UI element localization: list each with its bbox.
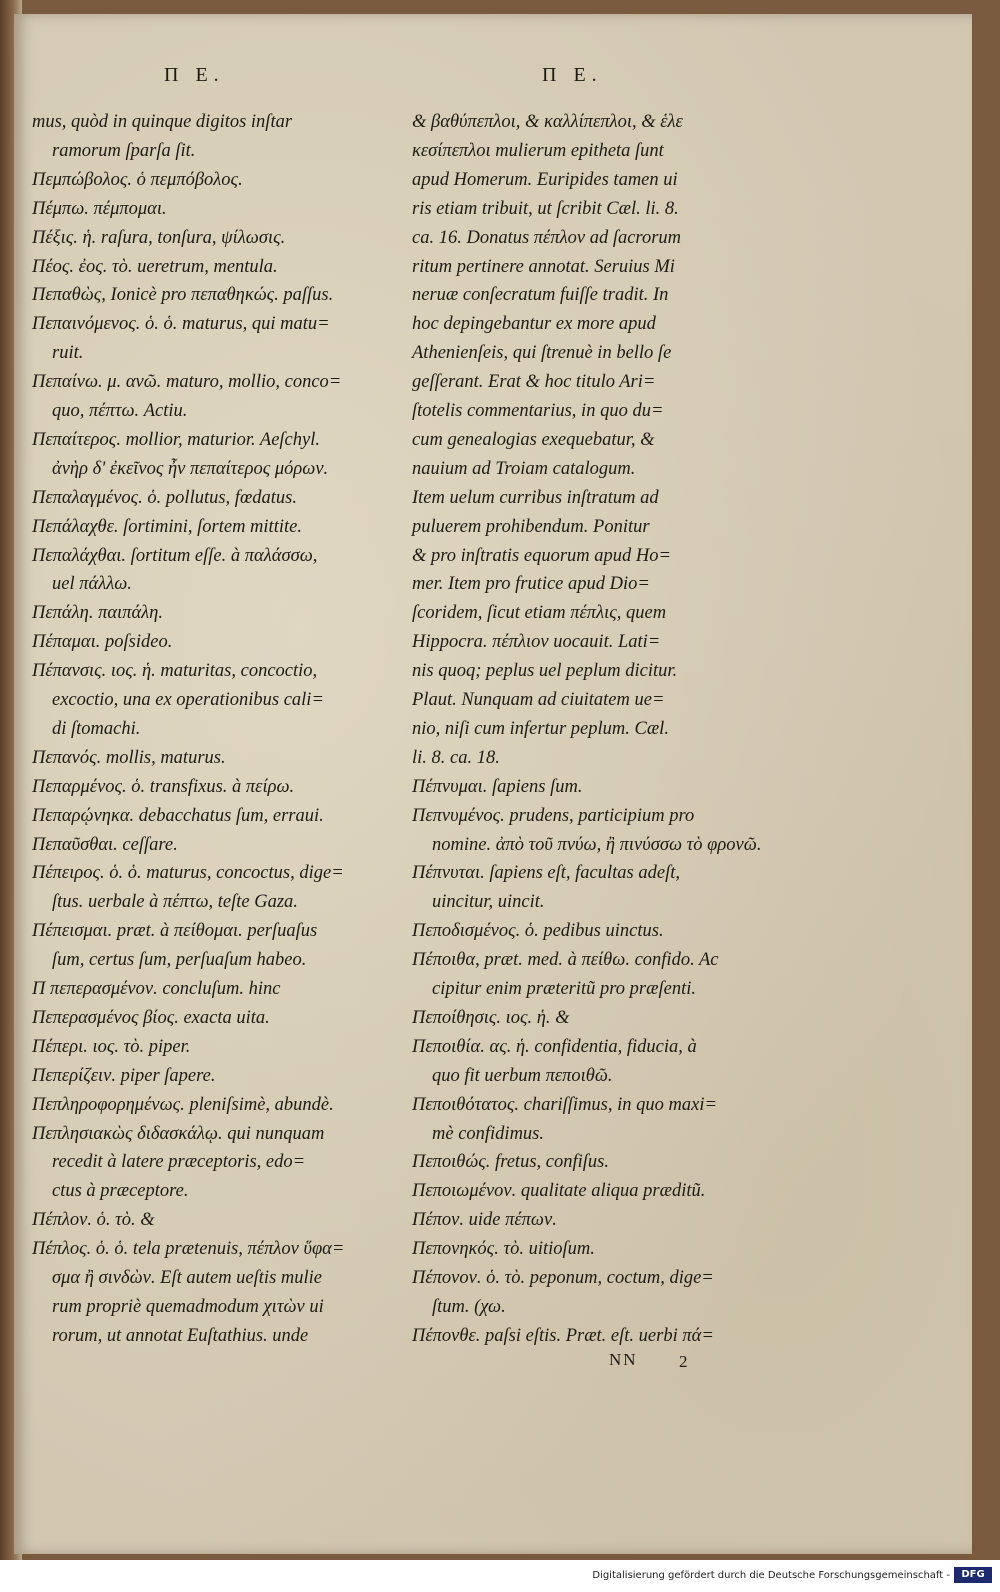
text-line: ſcoridem, ſicut etiam πέπλις, quem [412,603,667,624]
text-line: ruit. [52,343,84,364]
text-line: Πέπανσις. ιος. ἡ. maturitas, concoctio, [32,661,318,682]
text-line: Πεπαρμένος. ὁ. transfixus. à πείρω. [32,776,295,797]
text-line: ctus à præceptore. [52,1181,189,1202]
text-line: Πεπνυμένος. prudens, participium pro [412,805,695,826]
text-line: cum genealogias exequebatur, & [412,429,655,450]
text-line: Πέπον. uide πέπων. [412,1210,557,1231]
text-line: σμα ἢ σινδὼν. Eſt autem ueſtis mulie [52,1268,322,1288]
text-line: Πεπληροφορημένως. pleniſsimè, abundè. [32,1094,334,1115]
text-line: ἀνὴρ δ' ἐκεῖνος ἦν πεπαίτερος μόρων. [52,458,329,479]
text-line: Πεπαίνω. μ. ανῶ. maturo, mollio, conco= [32,372,342,393]
text-line: Πέπνυται. ſapiens eſt, facultas adeſt, [412,863,680,884]
text-line: Πεπαινόμενος. ὁ. ὁ. maturus, qui matu= [32,314,330,335]
text-line: Πεπερίζειν. piper ſapere. [32,1065,216,1086]
book-page [14,14,972,1554]
text-line: Πεπαῦσθαι. ceſſare. [32,834,178,855]
text-line: nauium ad Troiam catalogum. [412,458,636,479]
text-line: Πεποδισμένος. ὁ. pedibus uinctus. [412,921,664,942]
text-line: Πέπνυμαι. ſapiens ſum. [412,776,583,797]
text-line: uel πάλλω. [52,574,132,595]
text-line: uincitur, uincit. [432,892,545,913]
text-line: Πεμπώβολος. ὁ πεμπόβολος. [32,169,243,190]
text-line: cipitur enim præteritũ pro præſenti. [432,979,696,999]
text-line: Item uelum curribus inſtratum ad [412,487,659,508]
text-line: di ſtomachi. [52,718,141,739]
text-line: Πεποιθία. ας. ἡ. confidentia, fiducia, à [412,1036,697,1057]
text-line: Πεπονηκός. τὸ. uitioſum. [412,1239,595,1260]
text-line: Πεπαλαγμένος. ὁ. pollutus, fœdatus. [32,487,297,508]
text-line: Πέπαμαι. poſsideo. [32,632,173,653]
text-line: Πεπερασμένος βίος. exacta uita. [32,1007,270,1028]
text-line: & pro inſtratis equorum apud Ho= [412,545,671,566]
text-line: Πέποιθα, præt. med. à πείθω. confido. Ac [412,950,719,971]
text-line: Πέπειρος. ὁ. ὁ. maturus, concoctus, dige= [32,863,344,884]
dfg-logo: DFG [954,1567,992,1583]
text-line: ſtotelis commentarius, in quo du= [412,401,664,421]
text-line: ris etiam tribuit, ut ſcribit Cæl. li. 8. [412,198,679,219]
text-line: apud Homerum. Euripides tamen ui [412,169,678,190]
text-line: Πεπλησιακὼς διδασκάλῳ. qui nunquam [32,1123,325,1144]
text-line: & βαθύπεπλοι, & καλλίπεπλοι, & ἑλε [412,112,683,132]
text-line: κεσίπεπλοι mulierum epitheta ſunt [412,140,664,161]
text-line: hoc depingebantur ex more apud [412,314,656,335]
text-line: Plaut. Nunquam ad ciuitatem ue= [412,690,665,710]
text-line: Πεποιωμένον. qualitate aliqua præditũ. [412,1181,706,1202]
text-line: Πεποιθώς. fretus, confiſus. [412,1152,609,1173]
text-line: Πεποίθησις. ιος. ἡ. & [412,1007,570,1028]
signature-mark: NN [609,1350,638,1369]
text-line: puluerem prohibendum. Ponitur [412,516,650,537]
text-line: Πεπανός. mollis, maturus. [32,747,226,768]
text-line: ſum, certus ſum, perſuaſum habeo. [52,950,307,971]
text-line: nomine. ἀπὸ τοῦ πνύω, ἢ πινύσσω τὸ φρονῶ. [432,834,762,855]
text-line: rorum, ut annotat Euſtathius. unde [52,1325,309,1346]
text-line: ca. 16. Donatus πέπλον ad ſacrorum [412,227,682,248]
running-head-right: Π Ε. [542,64,603,86]
text-line: ritum pertinere annotat. Seruius Mi [412,256,675,277]
text-line: neruæ conſecratum fuiſſe tradit. In [412,285,669,306]
text-line: excoctio, una ex operationibus cali= [52,690,324,710]
text-line: nio, niſi cum infertur peplum. Cæl. [412,718,669,739]
text-line: quo fit uerbum πεποιθῶ. [432,1065,613,1086]
text-line: ſtus. uerbale à πέπτω, teſte Gaza. [52,892,298,913]
text-line: ſtum. (χω. [432,1296,506,1317]
text-line: Πέπλον. ὁ. τὸ. & [32,1210,155,1231]
text-line: Πεπαίτερος. mollior, maturior. Aeſchyl. [32,429,320,450]
text-line: rum propriè quemadmodum χιτὼν ui [52,1296,324,1317]
text-line: Πέπονον. ὁ. τὸ. peponum, coctum, dige= [412,1268,714,1288]
text-line: Πεπάλαχθε. ſortimini, ſortem mittite. [32,516,302,537]
text-line: Πέπερι. ιος. τὸ. piper. [32,1036,191,1057]
text-line: Πεπάλη. παιπάλη. [32,603,163,624]
text-line: nis quoq; peplus uel peplum dicitur. [412,661,678,682]
text-line: Πεπαλάχθαι. ſortitum eſſe. à παλάσσω, [32,545,318,566]
text-line: geſſerant. Erat & hoc titulo Ari= [412,372,656,393]
text-line: mer. Item pro frutice apud Dio= [412,574,650,595]
text-line: Πέπονθε. paſsi eſtis. Præt. eſt. uerbi πά= [412,1325,714,1346]
text-line: Πέμπω. πέμπομαι. [32,198,167,219]
text-line: mè confidimus. [432,1123,545,1144]
text-line: Hippocra. πέπλιον uocauit. Lati= [412,632,661,653]
text-line: Athenienſeis, qui ſtrenuè in bello ſe [412,343,672,364]
text-line: Πέπεισμαι. præt. à πείθομαι. perſuaſus [32,921,318,942]
text-line: Πεποιθότατος. chariſſimus, in quo maxi= [412,1094,717,1115]
digitization-footer [0,1560,1000,1592]
text-line: Πέξις. ἡ. raſura, tonſura, ψίλωσις. [32,227,286,248]
running-head-left: Π Ε. [164,64,225,86]
text-line: Πέπλος. ὁ. ὁ. tela prætenuis, πέπλον ὕφα= [32,1239,345,1260]
text-line: quo, πέπτω. Actiu. [52,401,188,421]
signature-number: 2 [679,1352,690,1371]
text-line: Πεπαθὼς, Ionicè pro πεπαθηκώς. paſſus. [32,285,334,306]
text-line: li. 8. ca. 18. [412,747,500,768]
text-line: Πεπαρῴνηκα. debacchatus ſum, erraui. [32,805,324,826]
text-line: Πέος. ἐος. τὸ. ueretrum, mentula. [32,256,278,277]
funding-credit: Digitalisierung gefördert durch die Deutsche Forschungsgemeinschaft - [592,1570,950,1581]
text-line: mus, quòd in quinque digitos inſtar [32,112,293,132]
text-line: Π πεπερασμένον. concluſum. hinc [32,979,281,999]
text-line: ramorum ſparſa ſit. [52,140,196,161]
text-line: recedit à latere præceptoris, edo= [52,1152,306,1173]
